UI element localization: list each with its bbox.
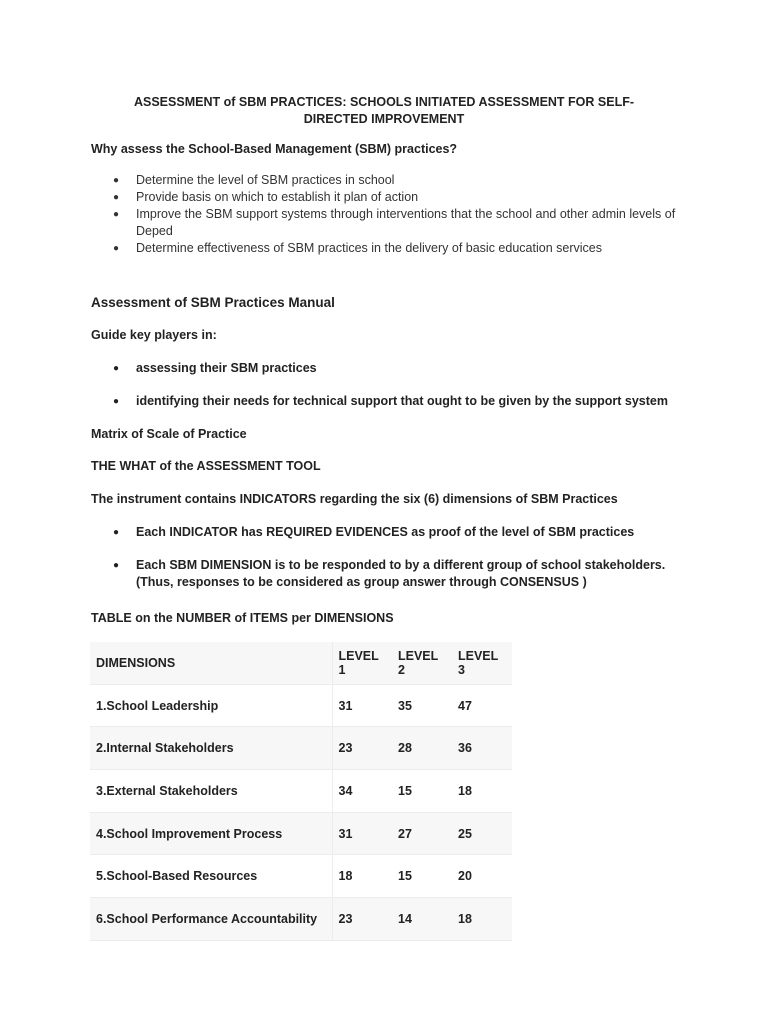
table-cell: 27 xyxy=(392,812,452,855)
table-cell: 6.School Performance Accountability xyxy=(90,898,332,941)
list-item: ● Each SBM DIMENSION is to be responded to by a different group of school stakeholders. (Thus, responses to be considered as group answer through CONSENSUS ) xyxy=(113,558,666,589)
instrument-list xyxy=(91,524,681,607)
table-row xyxy=(90,855,512,898)
list-item: ● Determine the level of SBM practices in school xyxy=(113,173,395,187)
list-item: ● Improve the SBM support systems through interventions that the school and other admin levels of Deped xyxy=(113,207,676,238)
table-row xyxy=(90,812,512,855)
table-row xyxy=(90,770,512,813)
table-cell: 2.Internal Stakeholders xyxy=(90,727,332,770)
list-item: ● identifying their needs for technical support that ought to be given by the support system xyxy=(113,394,668,408)
table-header-cell: LEVEL 2 xyxy=(392,642,452,684)
table-header-cell: DIMENSIONS xyxy=(90,642,332,684)
table-cell: 3.External Stakeholders xyxy=(96,783,238,798)
table-cell: 1.School Leadership xyxy=(96,698,219,713)
table-header-cell: LEVEL 1 xyxy=(332,642,392,684)
bullet-dot-icon: ● xyxy=(113,209,120,220)
table-header-row xyxy=(90,642,512,684)
bullet-dot-icon: ● xyxy=(113,527,120,538)
table-cell: 23 xyxy=(332,727,392,770)
list-item: ● Each INDICATOR has REQUIRED EVIDENCES as proof of the level of SBM practices xyxy=(113,525,635,539)
dimensions-table xyxy=(90,642,512,941)
table-cell: 28 xyxy=(392,727,452,770)
bullet-dot-icon: ● xyxy=(113,175,120,186)
list-item: ● Provide basis on which to establish it plan of action xyxy=(113,190,419,204)
table-cell: 4.School Improvement Process xyxy=(90,812,332,855)
document-title: ASSESSMENT of SBM PRACTICES: SCHOOLS INITIATED ASSESSMENT FOR SELF- DIRECTED IMPROVEMENT xyxy=(133,95,635,126)
table-cell: 15 xyxy=(398,783,412,798)
list-item: ● assessing their SBM practices xyxy=(113,361,317,375)
table-cell: 47 xyxy=(458,698,472,713)
why-heading: Why assess the School-Based Management (SBM) practices? xyxy=(91,142,458,156)
table-cell: 15 xyxy=(398,869,412,884)
table-cell: 23 xyxy=(332,898,392,941)
manual-heading: Assessment of SBM Practices Manual xyxy=(91,295,335,310)
what-heading: THE WHAT of the ASSESSMENT TOOL xyxy=(91,459,321,473)
bullet-dot-icon: ● xyxy=(113,363,120,374)
table-row xyxy=(90,727,512,770)
table-row xyxy=(90,684,512,727)
table-cell: 34 xyxy=(332,770,392,813)
guide-heading: Guide key players in: xyxy=(91,328,217,342)
table-cell: 25 xyxy=(452,812,512,855)
table-cell: 5.School-Based Resources xyxy=(96,869,258,884)
bullet-dot-icon: ● xyxy=(113,560,120,571)
guide-list xyxy=(91,360,681,426)
list-item: ● Determine effectiveness of SBM practices in the delivery of basic education services xyxy=(113,241,602,255)
table-cell: 35 xyxy=(398,698,412,713)
table-cell: 18 xyxy=(452,898,512,941)
table-cell: 18 xyxy=(458,783,472,798)
table-cell: 31 xyxy=(332,812,392,855)
bullet-dot-icon: ● xyxy=(113,396,120,407)
bullet-dot-icon: ● xyxy=(113,243,120,254)
table-cell: 18 xyxy=(332,855,392,898)
table-header-cell: LEVEL 3 xyxy=(452,642,512,684)
table-cell: 36 xyxy=(452,727,512,770)
table-row xyxy=(90,898,512,941)
instrument-text: The instrument contains INDICATORS regarding the six (6) dimensions of SBM Practices xyxy=(91,492,618,506)
matrix-heading: Matrix of Scale of Practice xyxy=(91,427,247,441)
why-list xyxy=(91,172,681,257)
table-cell: 14 xyxy=(392,898,452,941)
table-cell: 31 xyxy=(332,684,392,727)
table-heading: TABLE on the NUMBER of ITEMS per DIMENSIONS xyxy=(91,611,394,625)
table-cell: 20 xyxy=(458,869,472,884)
bullet-dot-icon: ● xyxy=(113,192,120,203)
